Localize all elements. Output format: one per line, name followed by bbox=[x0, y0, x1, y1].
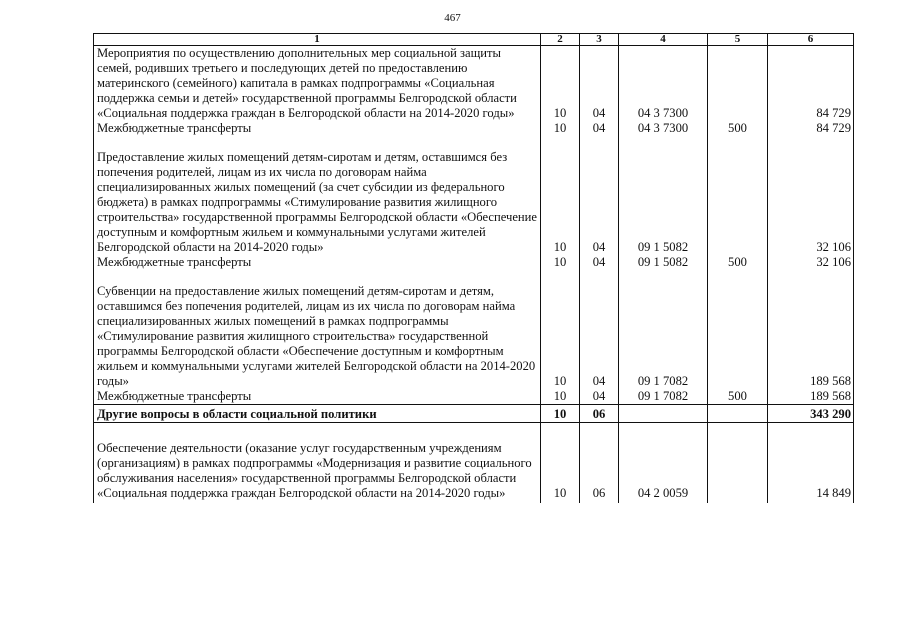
column-header-section: 2 bbox=[541, 34, 580, 46]
column-header-amount: 6 bbox=[768, 34, 854, 46]
row-amount: 189 568 bbox=[768, 389, 854, 405]
row-target-item: 04 2 0059 bbox=[619, 441, 708, 503]
total-name: Другие вопросы в области социальной политики bbox=[94, 405, 541, 423]
row-subsection: 04 bbox=[580, 121, 619, 136]
header-row bbox=[94, 34, 854, 46]
row-amount: 189 568 bbox=[768, 284, 854, 389]
total-section: 10 bbox=[541, 405, 580, 423]
row-amount: 32 106 bbox=[768, 255, 854, 270]
row-target-item: 04 3 7300 bbox=[619, 121, 708, 136]
row-amount: 84 729 bbox=[768, 46, 854, 122]
row-expense-type: 500 bbox=[708, 389, 768, 405]
column-header-expense-type: 5 bbox=[708, 34, 768, 46]
table-row bbox=[94, 46, 854, 122]
table-row bbox=[94, 150, 854, 255]
row-expense-type bbox=[708, 46, 768, 122]
table-row bbox=[94, 255, 854, 270]
row-expense-type bbox=[708, 441, 768, 503]
row-expense-type bbox=[708, 150, 768, 255]
table-row bbox=[94, 389, 854, 405]
row-name: Межбюджетные трансферты bbox=[94, 255, 541, 270]
budget-table bbox=[93, 33, 854, 503]
column-header-name: 1 bbox=[94, 34, 541, 46]
row-name: Обеспечение деятельности (оказание услуг государственным учреждениям (организациям) в рамках подпрограммы «Модернизация и развитие социального обслуживания населения» государственной программы Белгородской области «Социальная поддержка граждан Белгородской области на 2014-2020 годы» bbox=[94, 441, 541, 503]
row-target-item: 04 3 7300 bbox=[619, 46, 708, 122]
row-subsection: 04 bbox=[580, 389, 619, 405]
row-expense-type bbox=[708, 284, 768, 389]
column-header-subsection: 3 bbox=[580, 34, 619, 46]
row-subsection: 04 bbox=[580, 46, 619, 122]
table-row bbox=[94, 121, 854, 136]
row-section: 10 bbox=[541, 441, 580, 503]
row-expense-type: 500 bbox=[708, 255, 768, 270]
total-target-item bbox=[619, 405, 708, 423]
row-target-item: 09 1 5082 bbox=[619, 150, 708, 255]
row-name: Субвенции на предоставление жилых помещений детям-сиротам и детям, оставшимся без попечения родителей, лицам из их числа по договорам найма специализированных жилых помещений в рамках подпрограммы «Стимулирование развития жилищного строительства» государственной программы Белгородской области «Обеспечение доступным и комфортным жильем и коммунальными услугами жителей Белгородской области на 2014-2020 годы» bbox=[94, 284, 541, 389]
row-subsection: 04 bbox=[580, 284, 619, 389]
row-name: Межбюджетные трансферты bbox=[94, 121, 541, 136]
row-section: 10 bbox=[541, 284, 580, 389]
row-expense-type: 500 bbox=[708, 121, 768, 136]
total-amount: 343 290 bbox=[768, 405, 854, 423]
column-header-target-item: 4 bbox=[619, 34, 708, 46]
row-amount: 84 729 bbox=[768, 121, 854, 136]
total-expense-type bbox=[708, 405, 768, 423]
row-section: 10 bbox=[541, 255, 580, 270]
row-amount: 32 106 bbox=[768, 150, 854, 255]
total-subsection: 06 bbox=[580, 405, 619, 423]
row-name: Межбюджетные трансферты bbox=[94, 389, 541, 405]
row-subsection: 06 bbox=[580, 441, 619, 503]
row-target-item: 09 1 5082 bbox=[619, 255, 708, 270]
row-amount: 14 849 bbox=[768, 441, 854, 503]
table-row bbox=[94, 441, 854, 503]
row-target-item: 09 1 7082 bbox=[619, 389, 708, 405]
total-row bbox=[94, 405, 854, 423]
row-target-item: 09 1 7082 bbox=[619, 284, 708, 389]
row-section: 10 bbox=[541, 389, 580, 405]
row-name: Мероприятия по осуществлению дополнительных мер социальной защиты семей, родивших третьего и последующих детей по предоставлению материнского (семейного) капитала в рамках подпрограммы «Социальная поддержка семьи и детей» государственной программы Белгородской области «Социальная поддержка граждан в Белгородской области на 2014-2020 годы» bbox=[94, 46, 541, 122]
row-name: Предоставление жилых помещений детям-сиротам и детям, оставшимся без попечения родителей, лицам из их числа по договорам найма специализированных жилых помещений (за счет субсидии из федерального бюджета) в рамках подпрограммы «Стимулирование развития жилищного строительства» государственной программы Белгородской области «Обеспечение доступным и комфортным жильем и коммунальными услугами жителей Белгородской области на 2014-2020 годы» bbox=[94, 150, 541, 255]
row-section: 10 bbox=[541, 46, 580, 122]
row-subsection: 04 bbox=[580, 150, 619, 255]
page-number: 467 bbox=[444, 12, 461, 24]
row-subsection: 04 bbox=[580, 255, 619, 270]
row-section: 10 bbox=[541, 150, 580, 255]
row-section: 10 bbox=[541, 121, 580, 136]
table-row bbox=[94, 284, 854, 389]
